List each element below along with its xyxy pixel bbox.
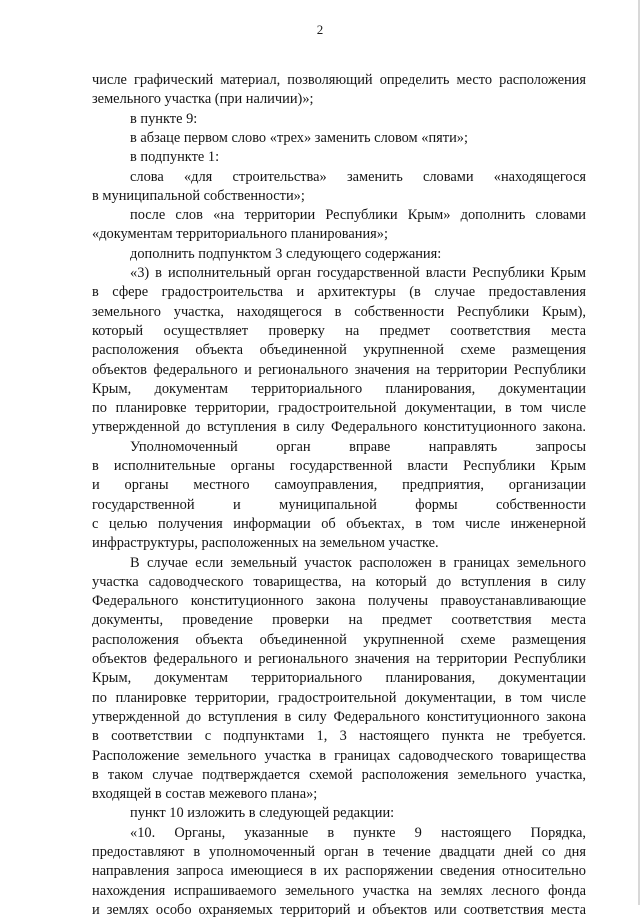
text-line: и органы местного самоуправления, предприятия, организации: [92, 477, 586, 494]
text-line: в таком случае подтверждается схемой расположения земельного участка,: [92, 766, 586, 783]
text-line: по планировке территории, градостроительной документации, в том числе: [92, 689, 586, 706]
text-line: Федерального конституционного закона получены правоустанавливающие: [92, 593, 586, 610]
text-line: участка садоводческого товарищества, на который до вступления в силу: [92, 573, 586, 590]
text-line: после слов «на территории Республики Крым» дополнить словами: [130, 207, 586, 224]
text-line: расположения объекта объединенной укрупненной схеме размещения: [92, 631, 586, 648]
text-line: входящей в состав межевого плана»;: [92, 786, 318, 803]
text-line: числе графический материал, позволяющий определить место расположения: [92, 72, 586, 88]
text-line: объектов федерального и регионального значения на территории Республики: [92, 361, 586, 378]
text-line: в абзаце первом слово «трех» заменить словом «пяти»;: [130, 129, 468, 146]
text-line: слова «для строительства» заменить словами «находящегося: [130, 168, 586, 185]
text-line: предоставляют в уполномоченный орган в течение двадцати дней со дня: [92, 844, 586, 860]
text-line: документы, проведение проверки на предмет соответствия места: [92, 612, 586, 629]
text-line: Крым, документам территориального планирования, документации: [92, 380, 586, 397]
text-line: государственной и муниципальной формы собственности: [92, 496, 586, 513]
text-line: объектов федерального и регионального значения на территории Республики: [92, 651, 586, 667]
text-line: Уполномоченный орган вправе направлять запросы: [130, 438, 586, 455]
text-line: который осуществляет проверку на предмет соответствия места: [92, 322, 586, 339]
text-line: нахождения испрашиваемого земельного участка на землях лесного фонда: [92, 882, 586, 899]
text-line: утвержденной до вступления в силу Федерального конституционного закона: [92, 708, 586, 725]
text-line: по планировке территории, градостроительной документации, в том числе: [92, 400, 586, 417]
text-line: «документам территориального планирования»;: [92, 226, 388, 243]
text-line: в пункте 9:: [130, 110, 198, 127]
text-line: В случае если земельный участок расположен в границах земельного: [130, 554, 586, 571]
text-line: с целью получения информации об объектах, в том числе инженерной: [92, 515, 586, 532]
text-line: инфраструктуры, расположенных на земельном участке.: [92, 535, 439, 552]
text-line: в подпункте 1:: [130, 149, 220, 166]
text-line: в соответствии с подпунктами 1, 3 настоящего пункта не требуется.: [92, 728, 586, 745]
text-line: «3) в исполнительный орган государственной власти Республики Крым: [130, 265, 586, 281]
text-line: земельного участка (при наличии)»;: [92, 91, 314, 108]
text-line: земельного участка, находящегося в собственности Республики Крым),: [92, 303, 586, 320]
text-line: Крым, документам территориального планирования, документации: [92, 670, 586, 687]
text-line: и землях особо охраняемых территорий и объектов или соответствия места: [92, 901, 586, 918]
text-line: направления запроса имеющиеся в их распоряжении сведения относительно: [92, 863, 586, 880]
text-line: в исполнительные органы государственной власти Республики Крым: [92, 458, 586, 474]
text-line: «10. Органы, указанные в пункте 9 настоящего Порядка,: [130, 824, 586, 841]
text-line: в сфере градостроительства и архитектуры (в случае предоставления: [92, 284, 586, 301]
text-line: Расположение земельного участка в границах садоводческого товарищества: [92, 747, 586, 764]
text-line: утвержденной до вступления в силу Федерального конституционного закона.: [92, 419, 586, 436]
text-line: в муниципальной собственности»;: [92, 187, 305, 204]
text-line: пункт 10 изложить в следующей редакции:: [130, 805, 395, 822]
text-line: расположения объекта объединенной укрупненной схеме размещения: [92, 342, 586, 359]
page-number: 2: [316, 22, 324, 37]
text-line: дополнить подпунктом 3 следующего содержания:: [130, 245, 442, 262]
